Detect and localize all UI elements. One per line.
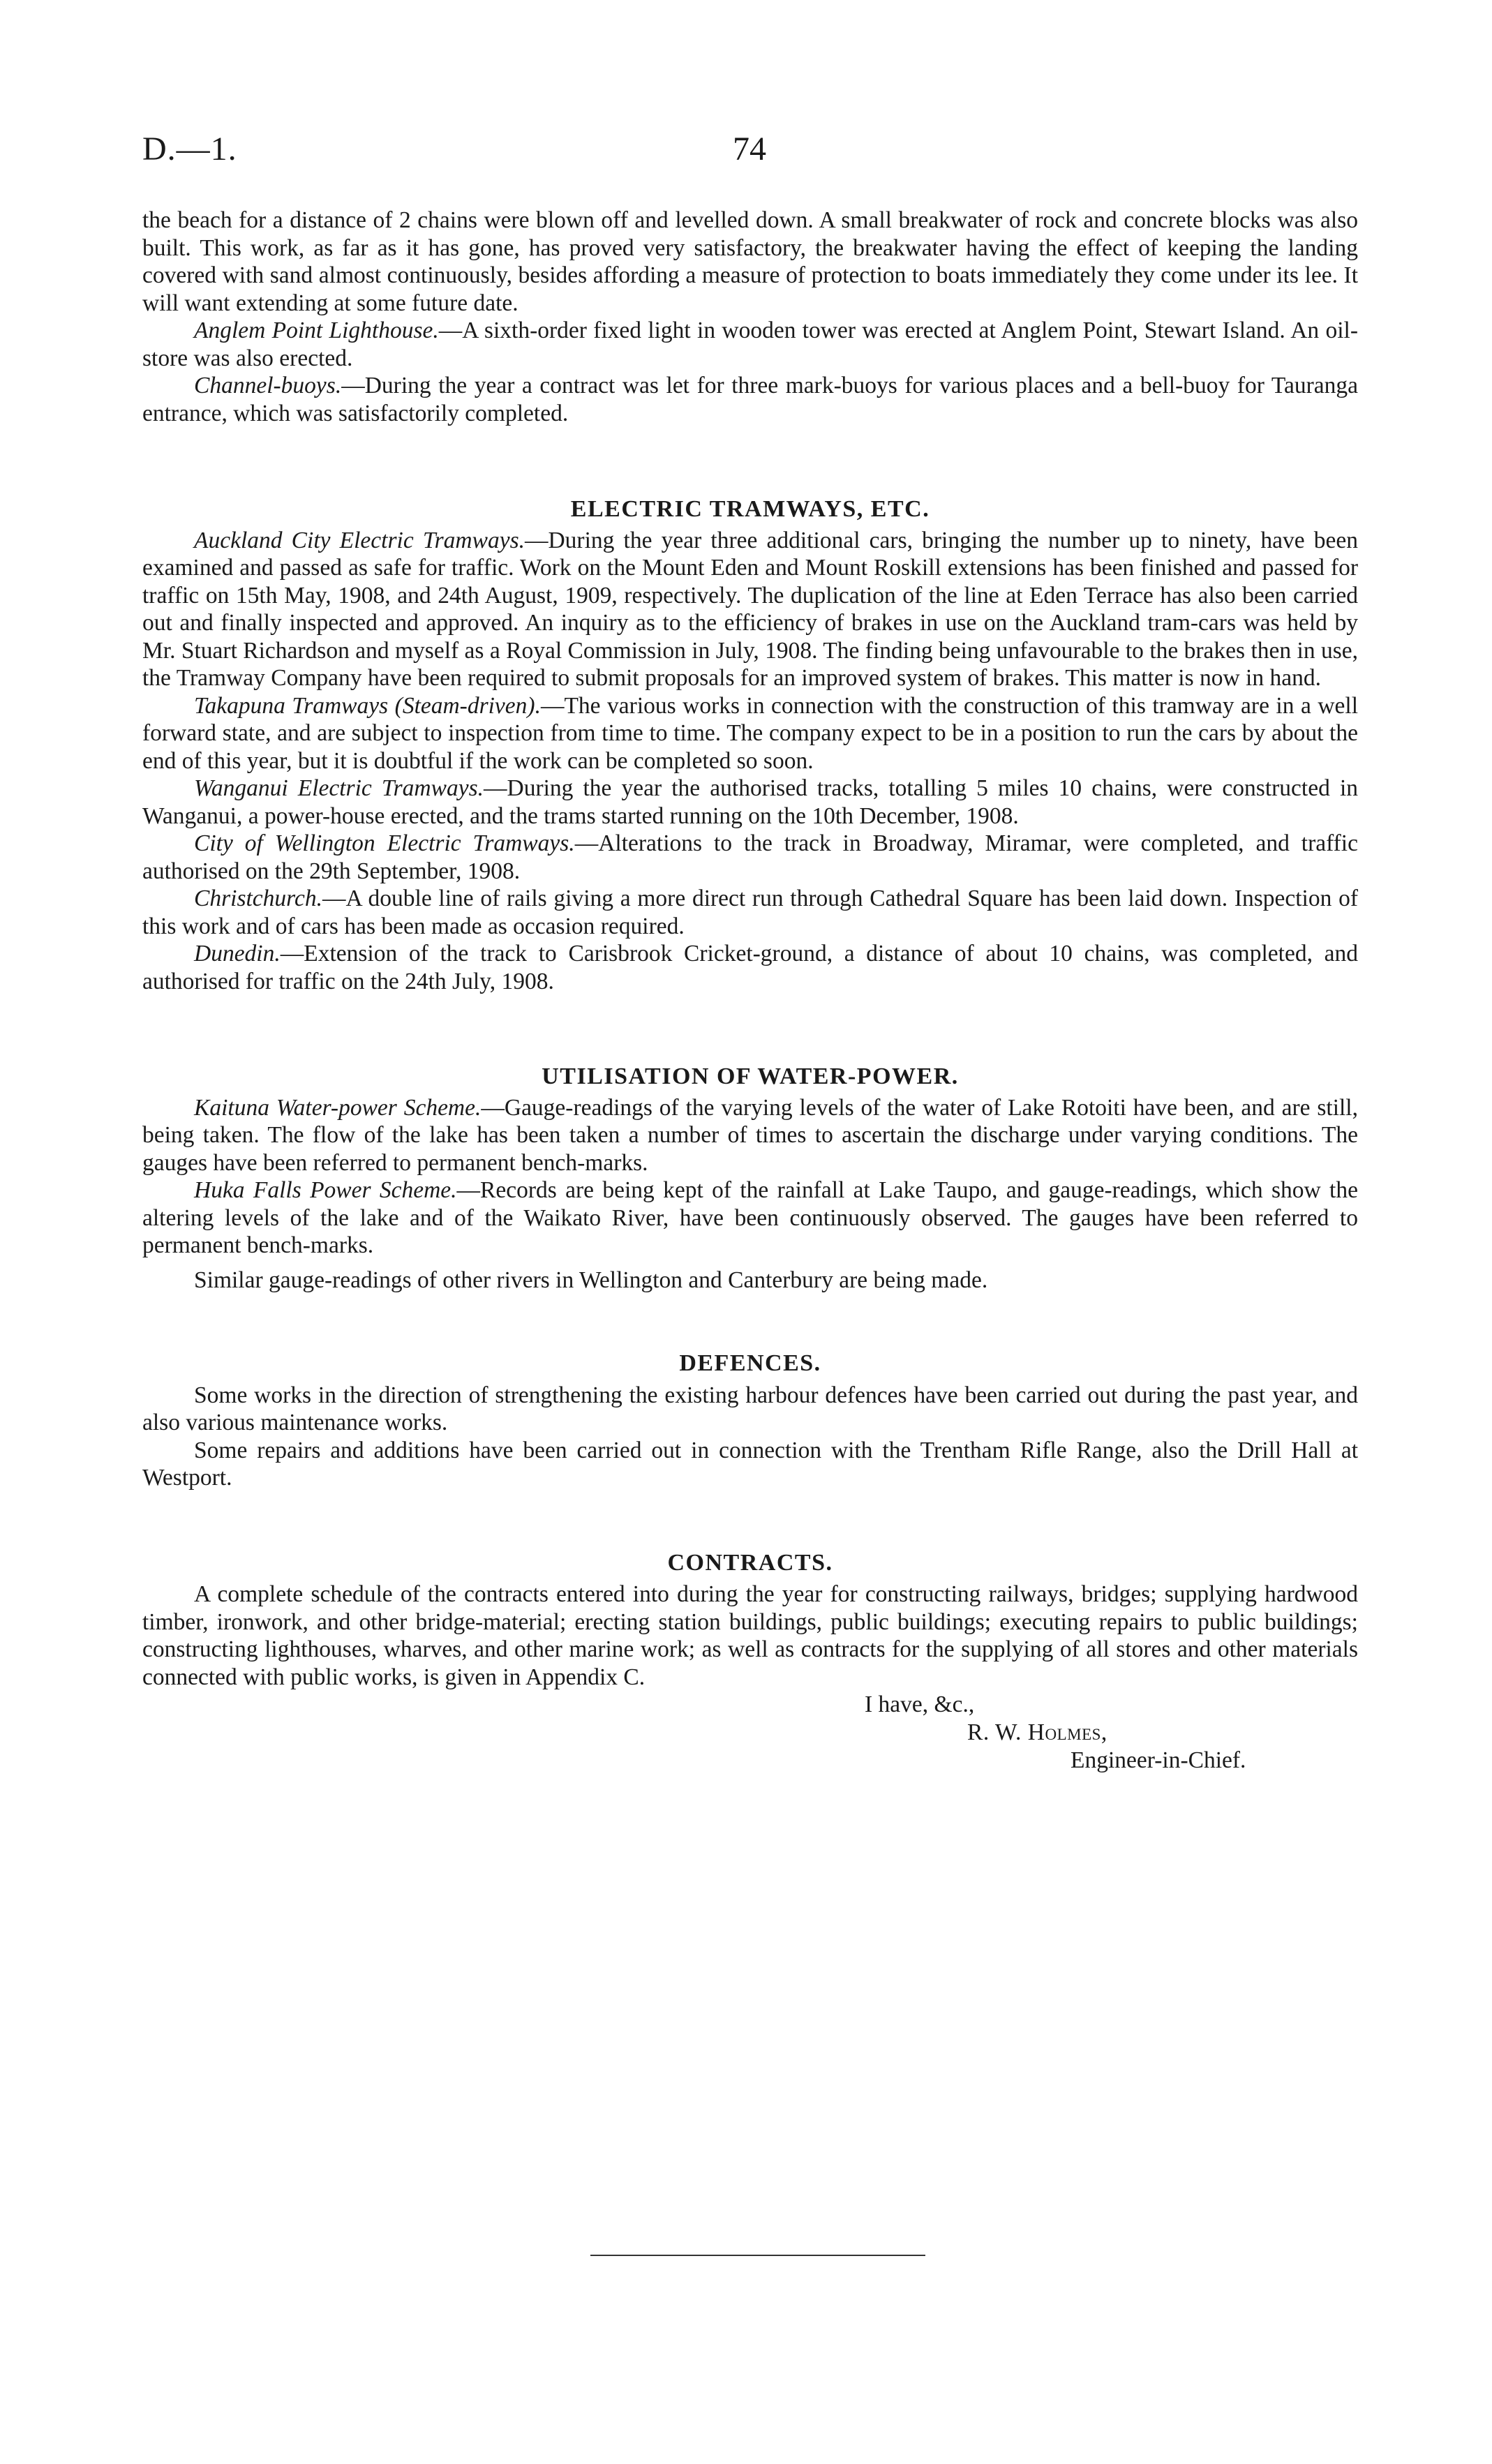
defences-paragraph-1: Some works in the direction of strengthening the existing harbour defences have been carried out during the past year, and also various maintenance works. bbox=[142, 1382, 1358, 1435]
similar-readings-paragraph: Similar gauge-readings of other rivers in Wellington and Canterbury are being made. bbox=[194, 1267, 988, 1293]
continuation-paragraph: the beach for a distance of 2 chains were blown off and levelled down. A small breakwater of rock and concrete blocks was also built. This work, as far as it has gone, has proved very satisfactory, the breakwater having the effect of keeping the landing covered with sand almost continuously, besides affording a measure of protection to boats immediately they come under its lee. It will want extending at some future date. bbox=[142, 207, 1358, 316]
page-number: 74 bbox=[733, 130, 766, 167]
wellington-title: City of Wellington Electric Tramways. bbox=[194, 830, 575, 856]
takapuna-paragraph bbox=[142, 692, 1358, 775]
wanganui-title: Wanganui Electric Tramways. bbox=[194, 775, 484, 801]
dunedin-title: Dunedin. bbox=[194, 941, 281, 966]
kaituna-text: —Gauge-readings of the varying levels of the water of Lake Rotoiti have been, and are still, being taken. The flow of the lake has been taken a number of times to ascertain the discharge under varying conditions. The gauges have been referred to permanent bench-marks. bbox=[142, 1094, 1358, 1176]
buoys-text: —During the year a contract was let for three mark-buoys for various places and a bell-buoy for Tauranga entrance, which was satisfactorily completed. bbox=[142, 373, 1358, 426]
christchurch-text: —A double line of rails giving a more direct run through Cathedral Square has been laid down. Inspection of this work and of cars has been made as occasion required. bbox=[142, 886, 1358, 939]
document-body bbox=[142, 207, 1358, 1775]
page-header bbox=[142, 130, 1357, 179]
footer-rule bbox=[590, 2255, 925, 2256]
dunedin-text: —Extension of the track to Carisbrook Cricket-ground, a distance of about 10 chains, was completed, and authorised for traffic on the 24th July, 1908. bbox=[142, 941, 1358, 994]
anglem-text: —A sixth-order fixed light in wooden tower was erected at Anglem Point, Stewart Island. An oil-store was also erected. bbox=[142, 318, 1358, 371]
contracts-paragraph: A complete schedule of the contracts entered into during the year for constructing railways, bridges; supplying hardwood timber, ironwork, and other bridge-material; erecting station buildings, public buildings; executing repairs to public buildings; constructing lighthouses, wharves, and other marine work; as well as contracts for the supplying of all stores and other materials connected with public works, is given in Appendix C. bbox=[142, 1581, 1358, 1690]
signature-block bbox=[142, 1691, 1358, 1775]
huka-text: —Records are being kept of the rainfall at Lake Taupo, and gauge-readings, which show the altering levels of the lake and of the Waikato River, have been continuously observed. The gauges have been referred to permanent bench-marks. bbox=[142, 1177, 1358, 1258]
kaituna-paragraph bbox=[142, 1094, 1358, 1177]
auckland-paragraph bbox=[142, 527, 1358, 692]
kaituna-title: Kaituna Water-power Scheme. bbox=[194, 1094, 482, 1121]
anglem-paragraph bbox=[142, 317, 1358, 372]
takapuna-text: —The various works in connection with the construction of this tramway are in a well forward state, and are subject to inspection from time to time. The company expect to be in a position to run the cars by about the end of this year, but it is doubtful if the work can be completed so soon. bbox=[142, 692, 1358, 774]
contracts-heading: CONTRACTS. bbox=[667, 1549, 833, 1576]
signature-closing: I have, &c., bbox=[865, 1692, 975, 1717]
auckland-title: Auckland City Electric Tramways. bbox=[194, 527, 525, 553]
tramways-heading: ELECTRIC TRAMWAYS, ETC. bbox=[570, 496, 930, 522]
wellington-paragraph bbox=[142, 830, 1358, 885]
huka-paragraph bbox=[142, 1177, 1358, 1260]
christchurch-paragraph bbox=[142, 885, 1358, 940]
huka-title: Huka Falls Power Scheme. bbox=[194, 1177, 457, 1203]
wanganui-paragraph bbox=[142, 775, 1358, 830]
dunedin-paragraph bbox=[142, 940, 1358, 995]
auckland-text: —During the year three additional cars, bringing the number up to ninety, have been examined and passed as safe for traffic. Work on the Mount Eden and Mount Roskill extensions has been finished and passed for traffic on 15th May, 1908, and 24th August, 1909, respectively. The duplication of the line at Eden Terrace has also been carried out and finally inspected and approved. An inquiry as to the efficiency of brakes in use on the Auckland tram-cars was held by Mr. Stuart Richardson and myself as a Royal Commission in July, 1908. The finding being unfavourable to the brakes then in use, the Tramway Company have been required to submit proposals for an improved system of brakes. This matter is now in hand. bbox=[142, 527, 1358, 691]
wellington-text: —Alterations to the track in Broadway, Miramar, were completed, and traffic authorised on the 29th September, 1908. bbox=[142, 830, 1358, 884]
signature-title: Engineer-in-Chief. bbox=[1070, 1747, 1246, 1773]
signature-name: R. W. Holmes, bbox=[967, 1719, 1107, 1745]
water-power-heading: UTILISATION OF WATER-POWER. bbox=[542, 1063, 959, 1089]
buoys-paragraph bbox=[142, 372, 1358, 427]
document-series: D.—1. bbox=[142, 130, 237, 167]
defences-heading: DEFENCES. bbox=[679, 1350, 821, 1376]
defences-paragraph-2: Some repairs and additions have been carried out in connection with the Trentham Rifle Range, also the Drill Hall at Westport. bbox=[142, 1437, 1358, 1491]
wanganui-text: —During the year the authorised tracks, totalling 5 miles 10 chains, were constructed in Wanganui, a power-house erected, and the trams started running on the 10th December, 1908. bbox=[142, 775, 1358, 829]
takapuna-title: Takapuna Tramways (Steam-driven). bbox=[194, 692, 541, 719]
anglem-title: Anglem Point Lighthouse. bbox=[194, 318, 439, 343]
buoys-title: Channel-buoys. bbox=[194, 373, 342, 398]
christchurch-title: Christchurch. bbox=[194, 886, 322, 911]
